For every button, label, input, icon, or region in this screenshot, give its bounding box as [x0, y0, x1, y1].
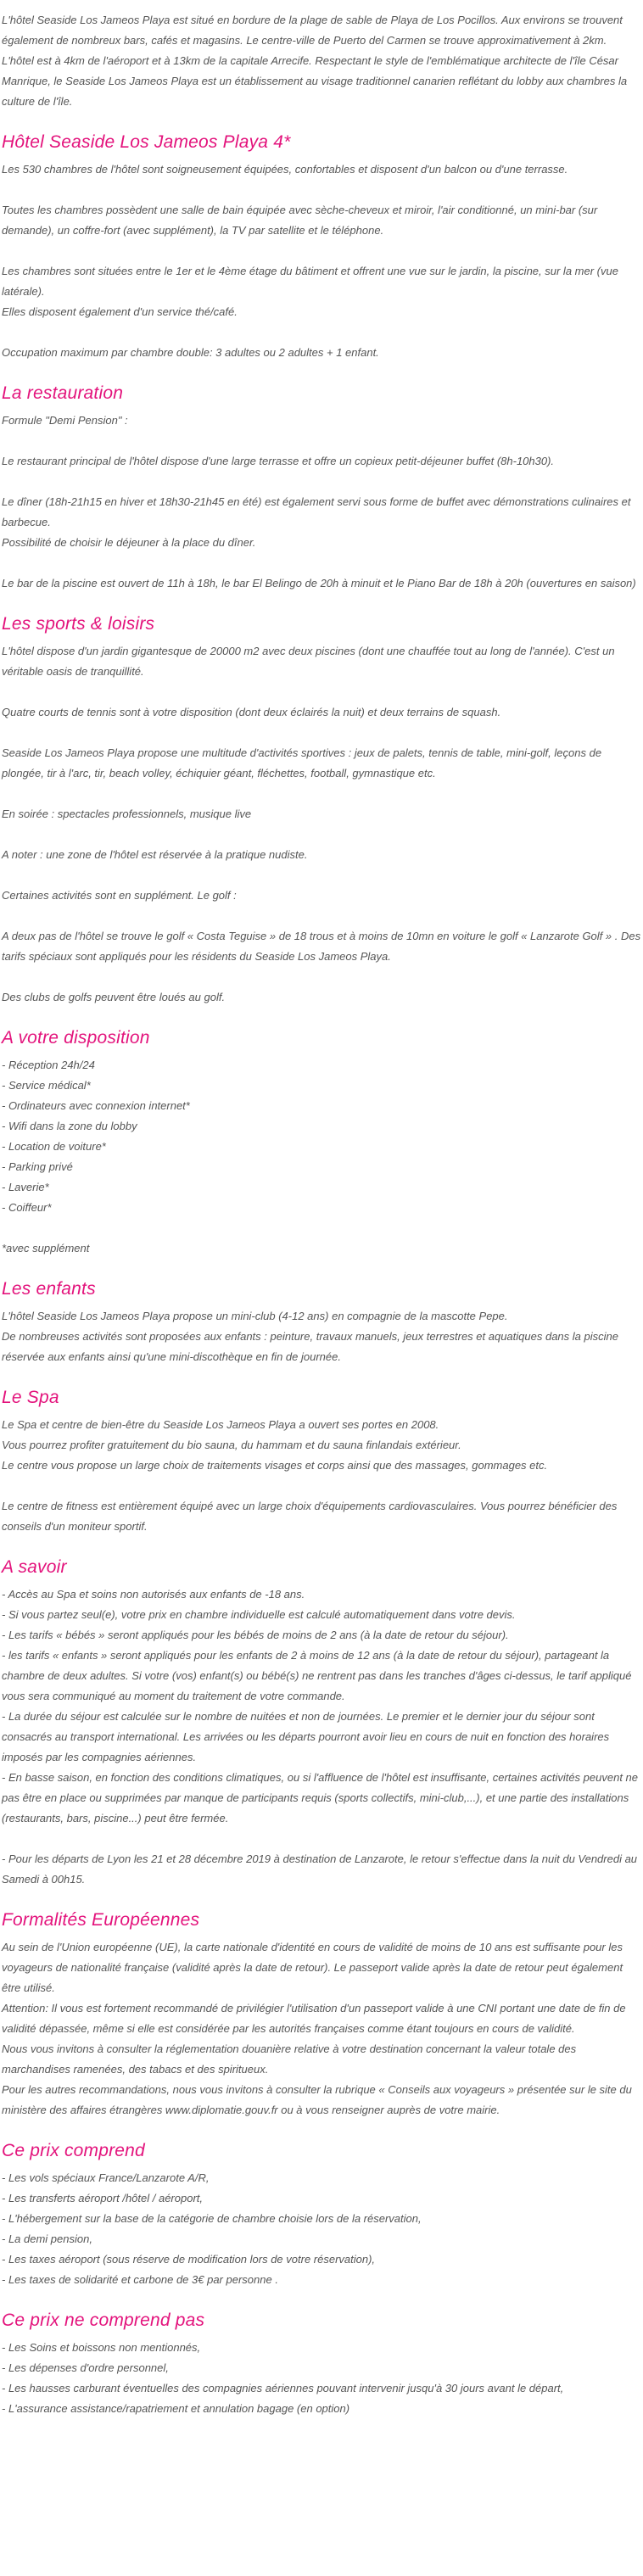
section-paragraph: A noter : une zone de l'hôtel est réservée à la pratique nudiste. — [2, 848, 308, 861]
section-paragraph: Le centre de fitness est entièrement équipé avec un large choix d'équipements cardiovasculaires. Vous pourrez bénéficier des conseils d'un moniteur sportif. — [2, 1500, 618, 1533]
section-paragraph: *avec supplément — [2, 1242, 90, 1254]
section-les-enfants — [2, 1277, 641, 1367]
section-ce-prix-comprend — [2, 2139, 641, 2290]
section-paragraph: - Les vols spéciaux France/Lanzarote A/R, - Les transferts aéroport /hôtel / aéroport, - L'hébergement sur la base de la catégorie de chambre choisie lors de la réservation, - La demi pension, - Les taxes aéroport (sous réserve de modification lors de votre réservation), - Les taxes de solidarité et carbone de 3€ par personne . — [2, 2171, 422, 2286]
section-paragraph: - Les Soins et boissons non mentionnés, - Les dépenses d'ordre personnel, - Les hausses carburant éventuelles des compagnies aériennes pouvant intervenir jusqu'à 30 jours avant le départ, - L'assurance assistance/rapatriement et annulation bagage (en option) — [2, 2341, 564, 2415]
section-paragraph: L'hôtel Seaside Los Jameos Playa propose un mini-club (4-12 ans) en compagnie de la mascotte Pepe. De nombreuses activités sont proposées aux enfants : peinture, travaux manuels, jeux terrestres et aquatiques dans la piscine réservée aux enfants ainsi qu'une mini-discothèque en fin de journée. — [2, 1310, 618, 1363]
paragraph-spacer — [2, 553, 641, 573]
section-title: A savoir — [2, 1557, 67, 1577]
section-title: Hôtel Seaside Los Jameos Playa 4* — [2, 132, 291, 152]
section-a-savoir — [2, 1556, 641, 1890]
section-title: Les sports & loisirs — [2, 614, 155, 634]
section-paragraph: Seaside Los Jameos Playa propose une multitude d'activités sportives : jeux de palets, tennis de table, mini-golf, leçons de plongée, tir à l'arc, tir, beach volley, échiquier géant, fléchettes, football, gymnastique etc. — [2, 746, 602, 780]
section-paragraph: Occupation maximum par chambre double: 3 adultes ou 2 adultes + 1 enfant. — [2, 346, 379, 359]
intro — [2, 10, 641, 112]
intro-paragraph: L'hôtel Seaside Los Jameos Playa est situé en bordure de la plage de sable de Playa de Los Pocillos. Aux environs se trouvent également de nombreux bars, cafés et magasins. Le centre-ville de Puerto del Carmen se trouve approximativement à 2km. L'hôtel est à 4km de l'aéroport et à 13km de la capitale Arrecife. Respectant le style de l'emblématique architecte de l'île César Manrique, le Seaside Los Jameos Playa est un établissement au visage traditionnel canarien reflétant du lobby aux chambres la culture de l'île. — [2, 14, 628, 108]
section-title: Le Spa — [2, 1388, 59, 1407]
section-paragraph: Les chambres sont situées entre le 1er et le 4ème étage du bâtiment et offrent une vue sur le jardin, la piscine, sur la mer (vue latérale). Elles disposent également d'un service thé/café. — [2, 265, 618, 318]
paragraph-spacer — [2, 322, 641, 343]
section-hotel-seaside-los-jameos-playa-4 — [2, 131, 641, 363]
paragraph-spacer — [2, 824, 641, 845]
section-le-spa — [2, 1386, 641, 1537]
section-formalites-europeennes — [2, 1908, 641, 2121]
paragraph-spacer — [2, 967, 641, 987]
section-title: Les enfants — [2, 1279, 96, 1299]
section-title: Ce prix comprend — [2, 2141, 145, 2160]
paragraph-spacer — [2, 1218, 641, 1238]
section-title: Formalités Européennes — [2, 1910, 200, 1930]
section-paragraph: Le dîner (18h-21h15 en hiver et 18h30-21h45 en été) est également servi sous forme de buffet avec démonstrations culinaires et barbecue. Possibilité de choisir le déjeuner à la place du dîner. — [2, 495, 631, 549]
paragraph-spacer — [2, 865, 641, 886]
paragraph-spacer — [2, 906, 641, 926]
section-paragraph: Le bar de la piscine est ouvert de 11h à 18h, le bar El Belingo de 20h à minuit et le Piano Bar de 18h à 20h (ouvertures en saison) — [2, 577, 636, 590]
section-paragraph: Le Spa et centre de bien-être du Seaside Los Jameos Playa a ouvert ses portes en 2008. Vous pourrez profiter gratuitement du bio sauna, du hammam et du sauna finlandais extérieur. Le centre vous propose un large choix de traitements visages et corps ainsi que des massages, gommages etc. — [2, 1418, 548, 1472]
section-title: Ce prix ne comprend pas — [2, 2311, 205, 2330]
paragraph-spacer — [2, 241, 641, 261]
section-paragraph: Les 530 chambres de l'hôtel sont soigneusement équipées, confortables et disposent d'un balcon ou d'une terrasse. — [2, 163, 568, 176]
section-paragraph: Le restaurant principal de l'hôtel dispose d'une large terrasse et offre un copieux petit-déjeuner buffet (8h-10h30). — [2, 455, 555, 467]
section-paragraph: Certaines activités sont en supplément. Le golf : — [2, 889, 237, 902]
hotel-description — [2, 10, 641, 2419]
section-les-sports-loisirs — [2, 612, 641, 1008]
section-paragraph: En soirée : spectacles professionnels, musique live — [2, 807, 252, 820]
paragraph-spacer — [2, 1829, 641, 1849]
section-paragraph: Toutes les chambres possèdent une salle de bain équipée avec sèche-cheveux et miroir, l'air conditionné, un mini-bar (sur demande), un coffre-fort (avec supplément), la TV par satellite et le téléphone. — [2, 204, 598, 237]
section-ce-prix-ne-comprend-pas — [2, 2309, 641, 2419]
paragraph-spacer — [2, 723, 641, 743]
paragraph-spacer — [2, 180, 641, 200]
section-paragraph: A deux pas de l'hôtel se trouve le golf « Costa Teguise » de 18 trous et à moins de 10mn en voiture le golf « Lanzarote Golf » . Des tarifs spéciaux sont appliqués pour les résidents du Seaside Los Jameos Playa. — [2, 930, 641, 963]
section-title: La restauration — [2, 383, 124, 403]
section-title: A votre disposition — [2, 1028, 150, 1048]
section-paragraph: - Pour les départs de Lyon les 21 et 28 décembre 2019 à destination de Lanzarote, le retour s'effectue dans la nuit du Vendredi au Samedi à 00h15. — [2, 1852, 638, 1886]
section-la-restauration — [2, 382, 641, 594]
section-paragraph: Des clubs de golfs peuvent être loués au golf. — [2, 991, 226, 1003]
paragraph-spacer — [2, 472, 641, 492]
paragraph-spacer — [2, 1476, 641, 1496]
section-paragraph: L'hôtel dispose d'un jardin gigantesque de 20000 m2 avec deux piscines (dont une chauffée tout au long de l'année). C'est un véritable oasis de tranquillité. — [2, 645, 615, 678]
section-paragraph: - Réception 24h/24 - Service médical* - Ordinateurs avec connexion internet* - Wifi dans la zone du lobby - Location de voiture* - Parking privé - Laverie* - Coiffeur* — [2, 1059, 190, 1214]
section-paragraph: Formule "Demi Pension" : — [2, 414, 128, 427]
paragraph-spacer — [2, 682, 641, 702]
paragraph-spacer — [2, 431, 641, 451]
section-paragraph: Quatre courts de tennis sont à votre disposition (dont deux éclairés la nuit) et deux terrains de squash. — [2, 706, 501, 718]
paragraph-spacer — [2, 784, 641, 804]
section-paragraph: Au sein de l'Union européenne (UE), la carte nationale d'identité en cours de validité de moins de 10 ans est suffisante pour les voyageurs de nationalité française (validité après la date de retour). Le passeport valide après la date de retour peut également être utilisé. Attention: Il vous est fortement recommandé de privilégier l'utilisation d'un passeport valide à une CNI portant une date de fin de validité dépassée, même si elle est considérée par les autorités françaises comme étant toujours en cours de validité. Nous vous invitons à consulter la réglementation douanière relative à votre destination concernant la valeur totale des marchandises ramenées, des tabacs et des spiritueux. Pour les autres recommandations, nous vous invitons à consulter la rubrique « Conseils aux voyageurs » présentée sur le site du ministère des affaires étrangères www.diplomatie.gouv.fr ou à vous renseigner auprès de votre mairie. — [2, 1941, 632, 2116]
section-paragraph: - Accès au Spa et soins non autorisés aux enfants de -18 ans. - Si vous partez seul(e), votre prix en chambre individuelle est calculé automatiquement dans votre devis. - Les tarifs « bébés » seront appliqués pour les bébés de moins de 2 ans (à la date de retour du séjour). - les tarifs « enfants » seront appliqués pour les enfants de 2 à moins de 12 ans (à la date de retour du séjour), partageant la chambre de deux adultes. Si votre (vos) enfant(s) ou bébé(s) ne rentrent pas dans les tranches d'âges ci-dessus, le tarif appliqué vous sera communiqué au moment du traitement de votre commande. - La durée du séjour est calculée sur le nombre de nuitées et non de journées. Le premier et le dernier jour du séjour sont consacrés au transport international. Les arrivées ou les départs pourront avoir lieu en cours de nuit en fonction des horaires imposés par les compagnies aériennes. - En basse saison, en fonction des conditions climatiques, ou si l'affluence de l'hôtel est insuffisante, certaines activités peuvent ne pas être en place ou supprimées par manque de participants requis (sports collectifs, mini-club,...), et une partie des installations (restaurants, bars, piscine...) peut être fermée. — [2, 1588, 639, 1824]
section-a-votre-disposition — [2, 1026, 641, 1259]
